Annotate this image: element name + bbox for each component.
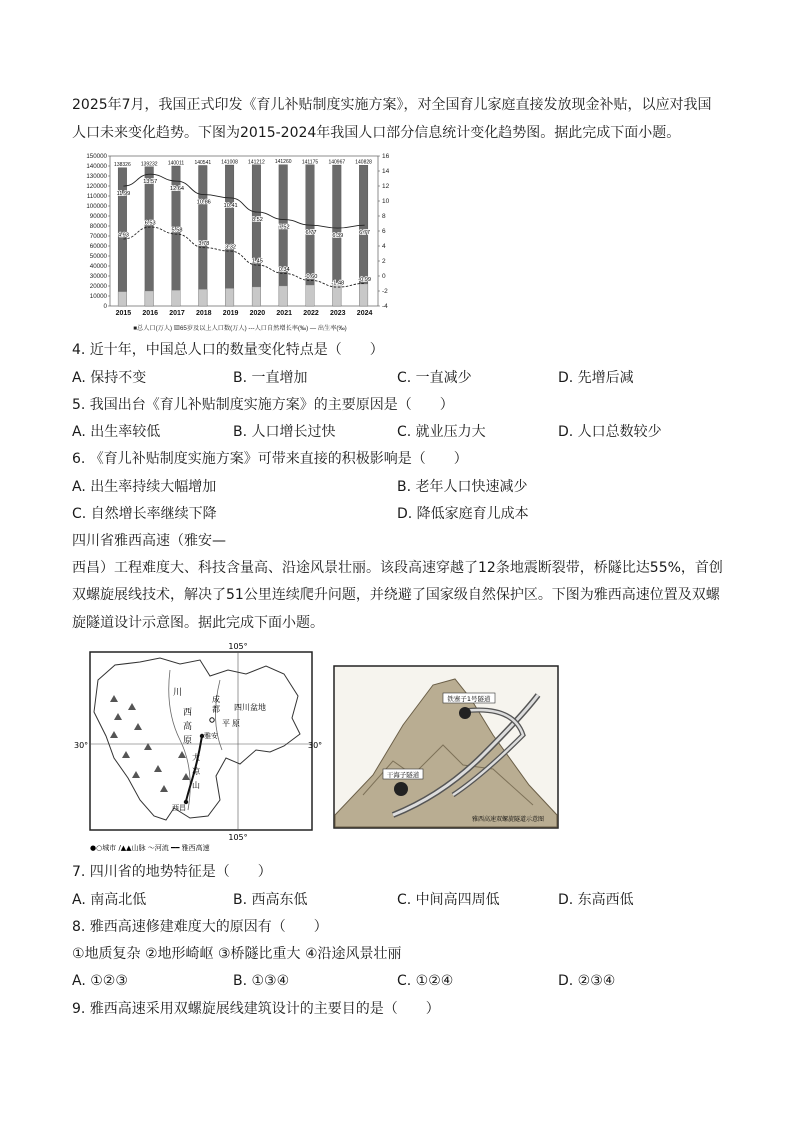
birth-rate-label: 7.52 (278, 224, 290, 231)
birth-rate-label: 11.99 (116, 191, 131, 198)
map-label: 四川盆地 (234, 703, 266, 712)
lat-label-left: 30° (74, 741, 89, 750)
intro2-line-1: 四川省雅西高速（雅安— (72, 533, 226, 549)
right-tick-label: 0 (382, 273, 386, 281)
map-legend: ●○城市 /▲▲山脉 ～河流 ━━ 雅西高速 (90, 844, 210, 852)
q4-option-b[interactable]: B. 一直增加 (233, 370, 308, 386)
right-tick-label: 16 (382, 153, 390, 161)
birth-rate-label: 8.52 (251, 217, 263, 224)
left-tick-label: 50000 (89, 253, 107, 261)
left-tick-label: 60000 (89, 243, 107, 251)
q5-option-b[interactable]: B. 人口增长过快 (233, 424, 336, 440)
elderly-pop-bar (252, 287, 261, 306)
total-pop-label: 140967 (328, 159, 346, 166)
natural-growth-label: 3.78 (198, 241, 210, 248)
x-tick-label: 2021 (276, 310, 292, 317)
left-tick-label: 0 (103, 303, 107, 311)
elderly-pop-bar (225, 288, 234, 306)
x-tick-label: 2024 (356, 310, 373, 317)
left-tick-label: 120000 (86, 183, 107, 191)
x-tick-label: 2019 (222, 310, 239, 317)
map-label: 都 (212, 705, 220, 714)
x-axis (116, 310, 373, 317)
q5-option-c[interactable]: C. 就业压力大 (397, 424, 486, 440)
map-label: 凉 (192, 767, 200, 776)
map-label: 成 (212, 695, 220, 704)
lon-label-top: 105° (228, 642, 248, 651)
double-spiral-tunnel-figure (333, 665, 559, 829)
q4-stem: 4. 近十年，中国总人口的数量变化特点是（ ） (72, 342, 384, 358)
left-tick-label: 10000 (89, 293, 107, 301)
total-pop-bar (225, 165, 237, 306)
map-label: 大 (192, 753, 200, 762)
sichuan-map (70, 640, 322, 854)
map-label: 西昌 (172, 804, 186, 812)
elderly-pop-bar (333, 284, 342, 306)
q8-items: ①地质复杂 ②地形崎岖 ③桥隧比重大 ④沿途风景壮丽 (72, 946, 402, 962)
natural-growth-label: 3.32 (225, 244, 237, 251)
tunnel-label-top: 铁寨子1号隧道 (447, 695, 491, 703)
right-tick-label: -2 (382, 288, 388, 296)
population-chart (72, 148, 408, 334)
tunnel-caption: 雅西高速双螺旋隧道示意图 (471, 816, 545, 823)
q6-option-d[interactable]: D. 降低家庭育儿成本 (397, 506, 529, 522)
right-axis (378, 153, 390, 310)
map-label: 原 (183, 736, 193, 746)
x-tick-label: 2015 (115, 310, 132, 317)
left-tick-label: 130000 (86, 173, 107, 181)
left-tick-label: 150000 (86, 153, 107, 161)
q5-option-a[interactable]: A. 出生率较低 (72, 424, 161, 440)
elderly-pop-bar (145, 291, 154, 306)
left-tick-label: 80000 (89, 223, 107, 231)
q4-option-c[interactable]: C. 一直减少 (397, 370, 472, 386)
map-label: 西 (183, 708, 193, 718)
q7-option-a[interactable]: A. 南高北低 (72, 892, 147, 908)
q6-option-b[interactable]: B. 老年人口快速减少 (397, 479, 528, 495)
total-pop-label: 140011 (167, 160, 185, 167)
left-tick-label: 110000 (86, 193, 107, 201)
q7-stem: 7. 四川省的地势特征是（ ） (72, 864, 272, 880)
total-pop-label: 141008 (221, 159, 238, 166)
total-pop-label: 138326 (114, 162, 131, 169)
birth-rate-label: 10.86 (196, 199, 211, 206)
total-pop-label: 139232 (140, 161, 158, 168)
total-pop-bar (252, 165, 261, 306)
total-pop-bar (199, 165, 208, 306)
map-label: 雅安 (204, 732, 218, 740)
intro-line-1: 2025年7月，我国正式印发《育儿补贴制度实施方案》，对全国育儿家庭直接发放现金补贴，以应对我国 (72, 97, 712, 113)
natural-growth-label: 4.93 (117, 232, 129, 239)
map-label: 高 (183, 722, 193, 732)
elderly-pop-bar (279, 286, 288, 306)
natural-growth-label: -0.99 (358, 276, 371, 283)
natural-growth-label: 5.58 (171, 227, 183, 234)
intro2-line-2: 西昌）工程难度大、科技含量高、沿途风景壮丽。该段高速穿越了12条地震断裂带，桥隧比达55%，首创 (72, 560, 723, 576)
intro2-line-3: 双螺旋展线技术，解决了51公里连续爬升问题，并绕避了国家级自然保护区。下图为雅西高速位置及双螺 (72, 587, 720, 603)
total-pop-label: 140828 (355, 159, 372, 166)
birth-rate-label: 13.57 (143, 179, 158, 186)
birth-rate-line (123, 174, 364, 228)
x-tick-label: 2016 (142, 310, 158, 317)
x-tick-label: 2020 (249, 310, 266, 317)
q8-stem: 8. 雅西高速修建难度大的原因有（ ） (72, 919, 328, 935)
right-tick-label: 6 (382, 228, 386, 236)
q4-option-a[interactable]: A. 保持不变 (72, 370, 147, 386)
natural-growth-label: 0.34 (278, 266, 290, 273)
x-tick-label: 2018 (196, 310, 212, 317)
intro2-line-4: 旋隧道设计示意图。据此完成下面小题。 (72, 615, 324, 631)
lat-label-right: 30° (308, 741, 322, 750)
q6-stem: 6. 《育儿补贴制度实施方案》可带来直接的积极影响是（ ） (72, 451, 468, 467)
map-label: 川 (173, 688, 183, 698)
natural-growth-label: 1.45 (251, 258, 263, 265)
total-pop-label: 141175 (301, 159, 319, 166)
left-tick-label: 140000 (86, 163, 107, 171)
total-pop-label: 141260 (274, 159, 292, 166)
x-tick-label: 2023 (330, 310, 346, 317)
elderly-pop-bar (199, 289, 208, 306)
q5-option-d[interactable]: D. 人口总数较少 (558, 424, 662, 440)
total-pop-label: 140541 (194, 159, 212, 166)
birth-rate-label: 6.77 (305, 230, 317, 237)
natural-growth-label: 6.53 (144, 220, 156, 227)
natural-growth-line (123, 224, 364, 287)
q8-option-a[interactable]: A. ①②③ (72, 973, 128, 989)
birth-rate-label: 12.64 (170, 186, 184, 193)
total-pop-label: 141212 (248, 159, 265, 166)
q7-option-b[interactable]: B. 西高东低 (233, 892, 308, 908)
right-tick-label: 12 (382, 183, 390, 191)
x-tick-label: 2017 (169, 310, 185, 317)
right-tick-label: 4 (382, 243, 386, 251)
total-pop-bar (145, 167, 154, 306)
chart-legend: ■总人口(万人) ▧65岁及以上人口数(万人) ---人口自然增长率(‰) — 出生率(‰) (133, 325, 347, 332)
q7-option-c[interactable]: C. 中间高四周低 (397, 892, 500, 908)
map-label: 原 (232, 719, 240, 728)
right-tick-label: 10 (382, 198, 390, 206)
right-tick-label: -4 (382, 303, 388, 311)
natural-growth-label: -0.60 (304, 274, 318, 280)
birth-rate-label: 6.77 (359, 230, 371, 237)
q6-option-c[interactable]: C. 自然增长率继续下降 (72, 506, 217, 522)
right-tick-label: 8 (382, 213, 386, 221)
x-tick-label: 2022 (303, 310, 319, 317)
natural-growth-label: -1.48 (331, 280, 345, 287)
elderly-pop-bar (118, 292, 127, 306)
birth-rate-label: 10.41 (223, 202, 238, 209)
elderly-pop-bar (306, 285, 315, 306)
lon-label-bottom: 105° (228, 833, 248, 842)
left-tick-label: 30000 (89, 273, 107, 281)
q8-option-d[interactable]: D. ②③④ (558, 973, 616, 989)
left-tick-label: 70000 (89, 233, 107, 241)
left-tick-label: 20000 (89, 283, 107, 291)
map-label: 平 (222, 719, 230, 728)
elderly-pop-bar (172, 290, 181, 306)
q4-option-d[interactable]: D. 先增后减 (558, 370, 634, 386)
total-pop-bar (279, 165, 288, 306)
right-tick-label: 14 (382, 168, 390, 176)
left-tick-label: 40000 (89, 263, 107, 271)
right-tick-label: 2 (382, 258, 386, 266)
q6-option-a[interactable]: A. 出生率持续大幅增加 (72, 479, 217, 495)
q7-option-d[interactable]: D. 东高西低 (558, 892, 634, 908)
elderly-pop-bar (359, 284, 368, 306)
intro-line-2: 人口未来变化趋势。下图为2015-2024年我国人口部分信息统计变化趋势图。据此完成下面小题。 (72, 125, 681, 141)
birth-rate-label: 6.39 (332, 233, 344, 240)
q8-option-b[interactable]: B. ①③④ (233, 973, 290, 989)
map-label: 山 (192, 781, 200, 790)
q9-stem: 9. 雅西高速采用双螺旋展线建筑设计的主要目的是（ ） (72, 1001, 440, 1017)
left-tick-label: 100000 (86, 203, 107, 211)
q5-stem: 5. 我国出台《育儿补贴制度实施方案》的主要原因是（ ） (72, 397, 454, 413)
tunnel-label-mid: 干海子隧道 (386, 771, 420, 779)
left-tick-label: 90000 (89, 213, 107, 221)
q8-option-c[interactable]: C. ①②④ (397, 973, 454, 989)
